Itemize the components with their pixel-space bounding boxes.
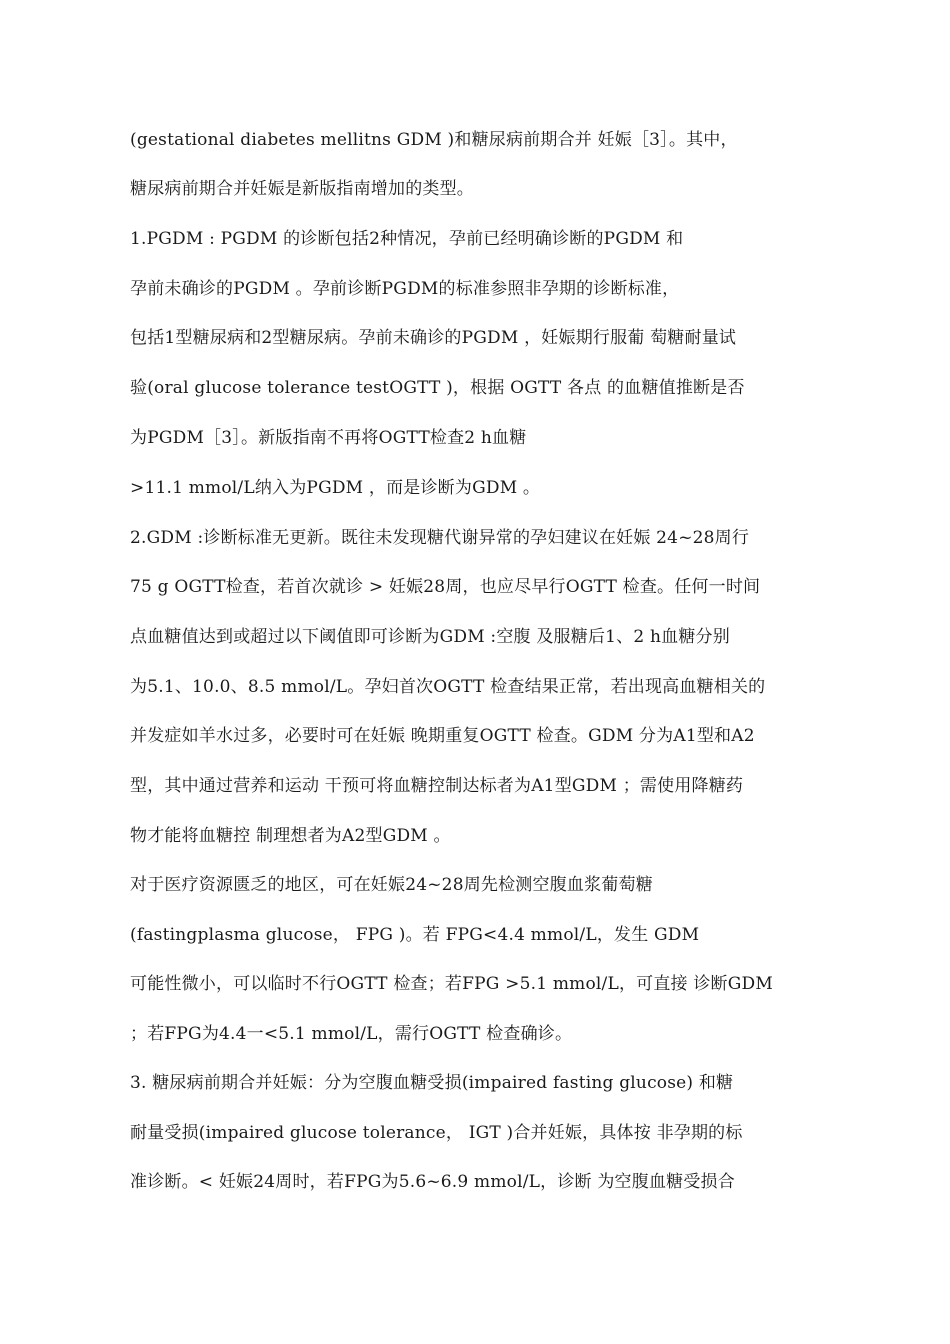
text-line: 对于医疗资源匮乏的地区，可在妊娠24~28周先检测空腹血浆葡萄糖 bbox=[130, 875, 653, 895]
text-line: >11.1 mmol/L纳入为PGDM ，而是诊断为GDM 。 bbox=[130, 478, 541, 498]
text-line: 包括1型糖尿病和2型糖尿病。孕前未确诊的PGDM ，妊娠期行服葡 萄糖耐量试 bbox=[130, 328, 737, 348]
text-line: ；若FPG为4.4一<5.1 mmol/L，需行OGTT 检查确诊。 bbox=[130, 1024, 573, 1044]
text-line: 为5.1、10.0、8.5 mmol/L。孕妇首次OGTT 检查结果正常，若出现高血糖相关的 bbox=[130, 677, 766, 697]
text-line: 1.PGDM : PGDM 的诊断包括2种情况，孕前已经明确诊断的PGDM 和 bbox=[130, 229, 684, 249]
text-line: 可能性微小，可以临时不行OGTT 检查；若FPG >5.1 mmol/L，可直接 诊断GDM bbox=[130, 974, 773, 994]
text-line: 型，其中通过营养和运动 干预可将血糖控制达标者为A1型GDM ；需使用降糖药 bbox=[130, 776, 744, 796]
text-line: 为PGDM［3］。新版指南不再将OGTT检查2 h血糖 bbox=[130, 428, 527, 448]
text-line: 耐量受损(impaired glucose tolerance， IGT )合并妊娠，具体按 非孕期的标 bbox=[130, 1123, 743, 1143]
text-line: 3. 糖尿病前期合并妊娠：分为空腹血糖受损(impaired fasting glucose) 和糖 bbox=[130, 1073, 734, 1093]
text-line: 准诊断。< 妊娠24周时，若FPG为5.6~6.9 mmol/L，诊断 为空腹血糖受损合 bbox=[130, 1172, 735, 1192]
text-line: 验(oral glucose tolerance testOGTT )，根据 OGTT 各点 的血糖值推断是否 bbox=[130, 378, 745, 398]
text-line: (gestational diabetes mellitns GDM )和糖尿病前期合并 妊娠［3］。其中， bbox=[130, 130, 738, 150]
text-line: 糖尿病前期合并妊娠是新版指南增加的类型。 bbox=[130, 179, 474, 199]
text-line: 孕前未确诊的PGDM 。孕前诊断PGDM的标准参照非孕期的诊断标准， bbox=[130, 279, 680, 299]
text-line: 并发症如羊水过多，必要时可在妊娠 晚期重复OGTT 检查。GDM 分为A1型和A2 bbox=[130, 726, 755, 746]
text-line: 75 g OGTT检查，若首次就诊 > 妊娠28周，也应尽早行OGTT 检查。任何一时间 bbox=[130, 577, 761, 597]
text-line: (fastingplasma glucose， FPG )。若 FPG<4.4 mmol/L，发生 GDM bbox=[130, 925, 700, 945]
text-line: 2.GDM :诊断标准无更新。既往未发现糖代谢异常的孕妇建议在妊娠 24~28周行 bbox=[130, 528, 750, 548]
text-line: 点血糖值达到或超过以下阈值即可诊断为GDM :空腹 及服糖后1、2 h血糖分别 bbox=[130, 627, 730, 647]
text-line: 物才能将血糖控 制理想者为A2型GDM 。 bbox=[130, 826, 451, 846]
